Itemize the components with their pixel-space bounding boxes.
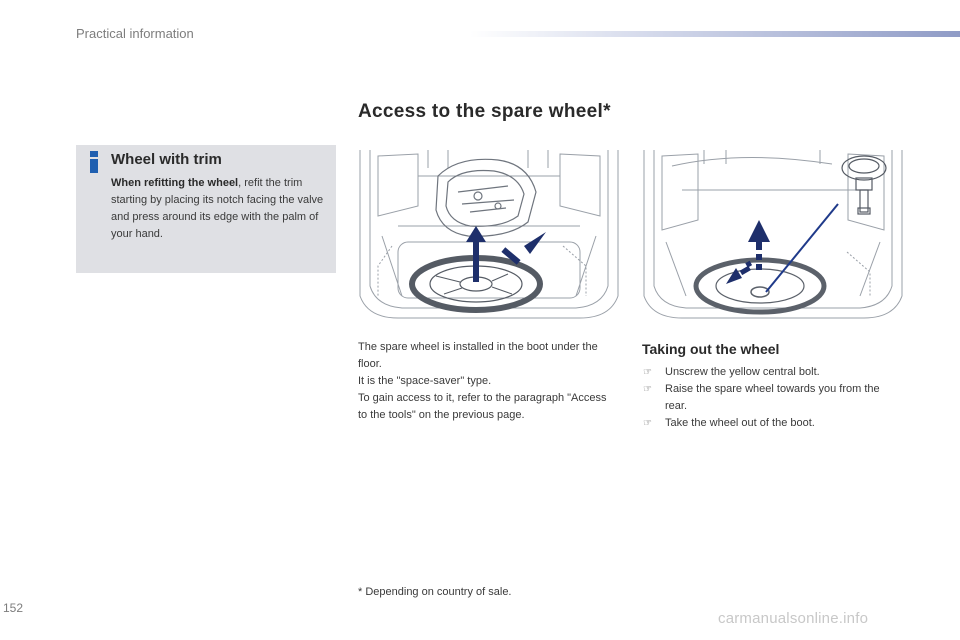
list-item: [642, 381, 902, 415]
header-rule: [470, 31, 960, 37]
taking-out-steps: [642, 364, 902, 432]
description-line: The spare wheel is installed in the boot under the floor.: [358, 341, 598, 370]
header-section-title: Practical information: [76, 26, 194, 41]
taking-out-wheel-illustration: [642, 146, 904, 321]
list-item: [642, 415, 902, 432]
watermark: carmanualsonline.info: [718, 610, 869, 627]
info-box-title: Wheel with trim: [111, 151, 222, 168]
info-icon: [86, 151, 102, 173]
step-text: Unscrew the yellow central bolt.: [665, 366, 820, 378]
info-box-body: , refit the trim starting by placing its notch facing the valve and press around its edge with the palm of your hand.: [111, 177, 324, 240]
step-text: Raise the spare wheel towards you from the rear.: [665, 383, 880, 412]
info-box-text: [111, 175, 331, 243]
footnote: * Depending on country of sale.: [358, 586, 512, 598]
description: [358, 339, 608, 424]
pointing-hand-icon: ☞: [643, 384, 652, 395]
list-item: [642, 364, 902, 381]
description-line: To gain access to it, refer to the paragraph "Access to the tools" on the previous page.: [358, 392, 607, 421]
page-title: Access to the spare wheel*: [358, 101, 611, 122]
pointing-hand-icon: ☞: [643, 367, 652, 378]
pointing-hand-icon: ☞: [643, 418, 652, 429]
spare-wheel-in-boot-illustration: [358, 146, 620, 321]
page-number: 152: [3, 601, 24, 615]
taking-out-heading: Taking out the wheel: [642, 341, 780, 357]
description-line: It is the "space-saver" type.: [358, 375, 492, 387]
step-text: Take the wheel out of the boot.: [665, 417, 815, 429]
info-box-bold-lead: When refitting the wheel: [111, 177, 239, 189]
info-box: [76, 145, 336, 273]
